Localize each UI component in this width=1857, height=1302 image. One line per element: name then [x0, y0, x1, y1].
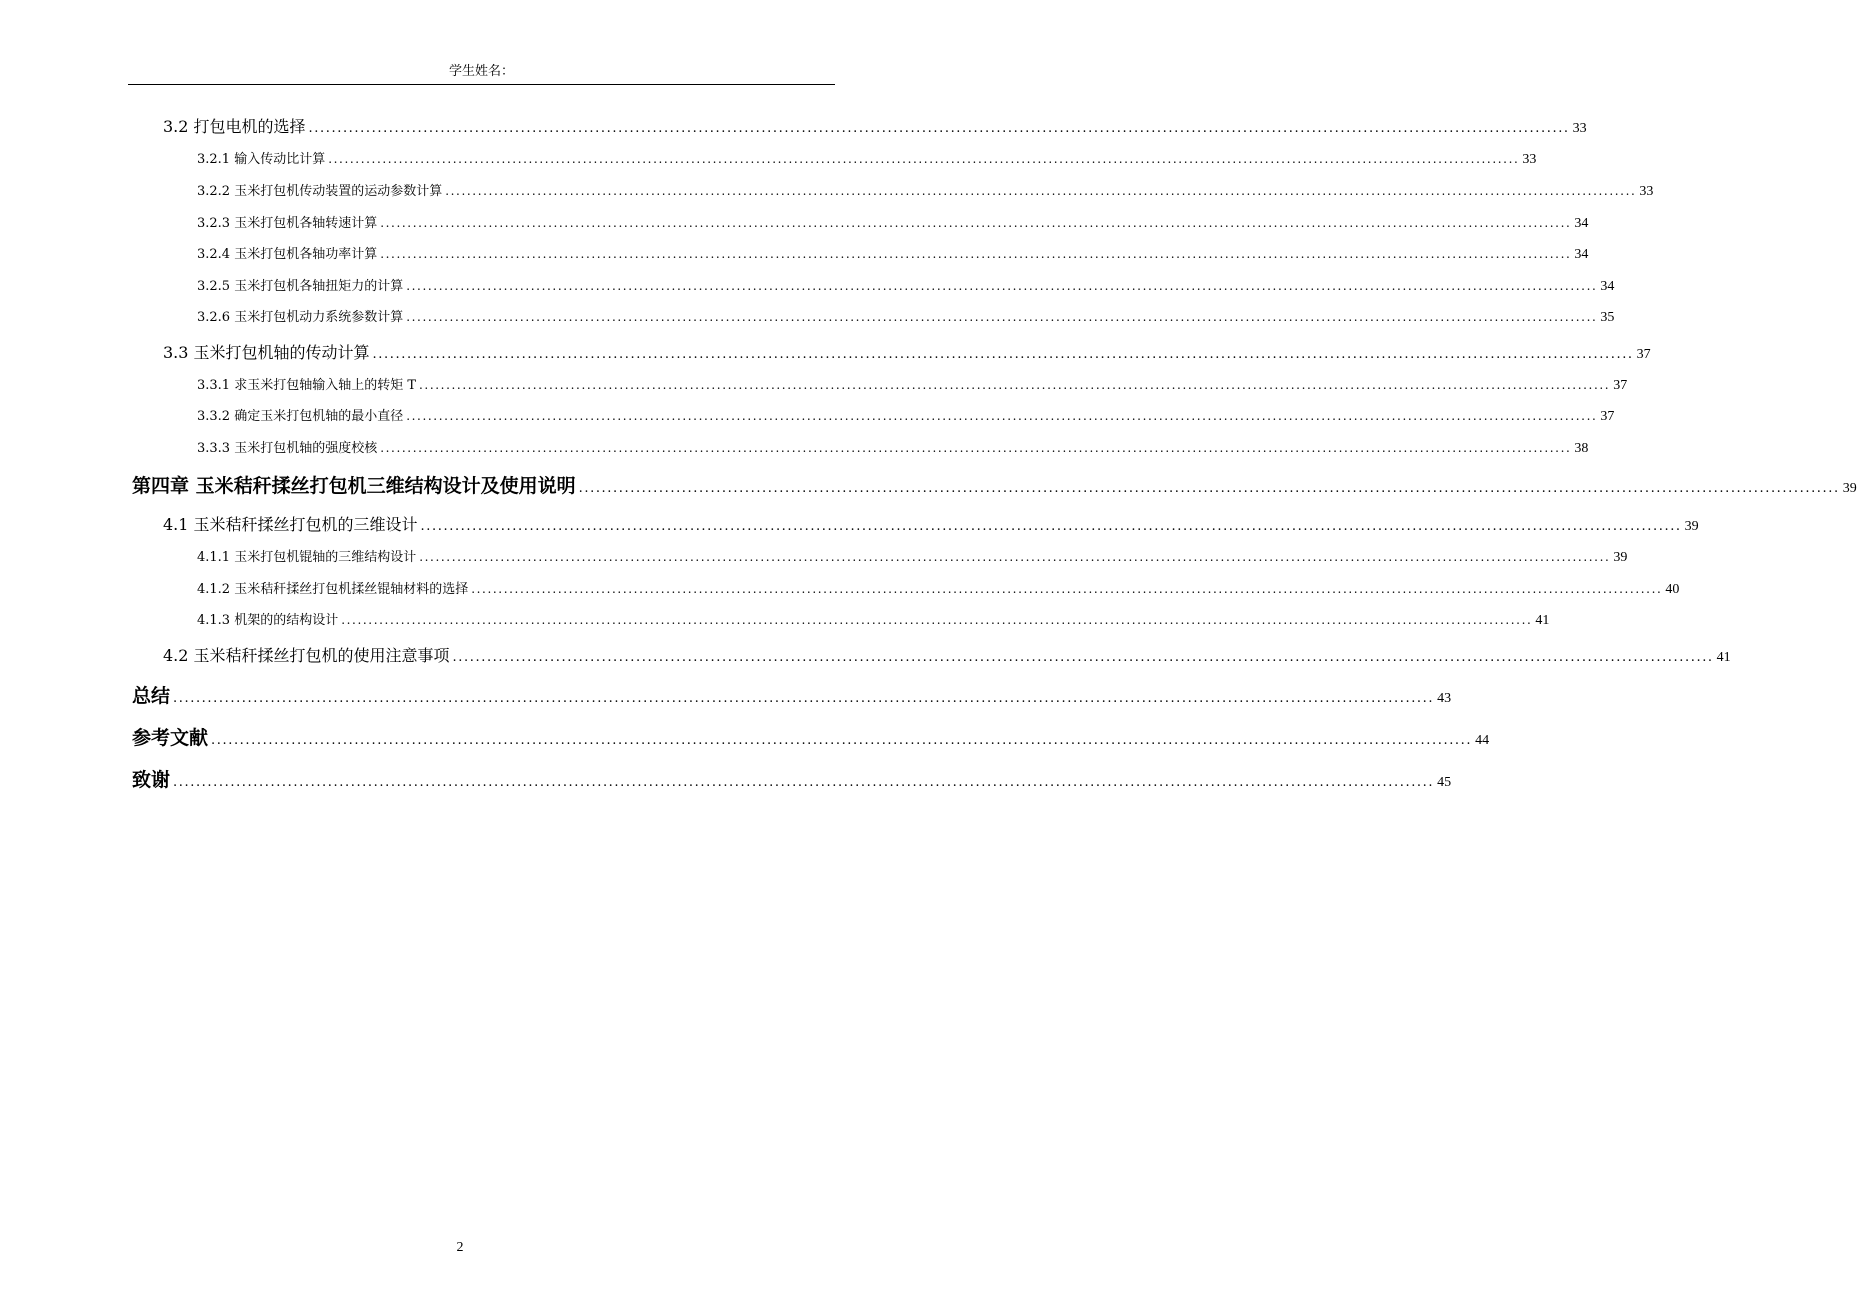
toc-entry[interactable]	[197, 374, 1628, 394]
toc-leader-dots: ............................................................................................................................................................................................................................	[419, 550, 1611, 564]
toc-entry-page: 34	[1574, 216, 1589, 231]
toc-entry-page: 41	[1535, 613, 1550, 628]
toc-entry-page: 34	[1574, 247, 1589, 262]
toc-entry[interactable]	[197, 212, 1589, 232]
toc-entry-title: 第四章 玉米秸秆揉丝打包机三维结构设计及使用说明	[132, 475, 576, 497]
toc-leader-dots: ............................................................................................................................................................................................................................	[380, 247, 1572, 261]
toc-entry[interactable]	[197, 578, 1680, 598]
toc-entry[interactable]	[197, 306, 1615, 326]
toc-entry[interactable]	[197, 243, 1589, 263]
toc-entry-title: 4.1 玉米秸秆揉丝打包机的三维设计	[163, 515, 418, 534]
toc-leader-dots: ............................................................................................................................................................................................................................	[419, 378, 1611, 392]
toc-leader-dots: ............................................................................................................................................................................................................................	[406, 310, 1598, 324]
toc-entry-page: 39	[1613, 550, 1628, 565]
toc-entry[interactable]	[163, 340, 1651, 363]
toc-entry-page: 33	[1572, 121, 1587, 136]
toc-leader-dots: ............................................................................................................................................................................................................................	[420, 519, 1682, 534]
toc-entry-page: 43	[1437, 691, 1452, 706]
toc-entry-title: 3.2.6 玉米打包机动力系统参数计算	[197, 310, 404, 325]
toc-entry-title: 4.2 玉米秸秆揉丝打包机的使用注意事项	[163, 646, 450, 665]
toc-entry-title: 3.2.3 玉米打包机各轴转速计算	[197, 216, 378, 231]
toc-leader-dots: ............................................................................................................................................................................................................................	[578, 481, 1840, 496]
toc-entry-page: 33	[1522, 152, 1537, 167]
toc-entry[interactable]	[132, 765, 1452, 792]
toc-leader-dots: ............................................................................................................................................................................................................................	[406, 409, 1598, 423]
toc-entry-title: 3.2.2 玉米打包机传动装置的运动参数计算	[197, 184, 443, 199]
toc-entry[interactable]	[132, 681, 1452, 708]
header-student-name-label: 学生姓名：	[448, 64, 514, 79]
toc-entry-page: 41	[1716, 650, 1731, 665]
toc-entry-title: 3.3 玉米打包机轴的传动计算	[163, 343, 370, 362]
toc-entry-title: 致谢	[132, 769, 171, 791]
toc-entry-title: 3.2.4 玉米打包机各轴功率计算	[197, 247, 378, 262]
toc-entry-page: 37	[1600, 409, 1615, 424]
page-number: 2	[456, 1240, 464, 1255]
toc-entry-title: 参考文献	[132, 727, 209, 749]
toc-leader-dots: ............................................................................................................................................................................................................................	[380, 216, 1572, 230]
toc-entry-title: 3.3.3 玉米打包机轴的强度校核	[197, 441, 378, 456]
toc-entry-page: 45	[1437, 775, 1452, 790]
toc-entry[interactable]	[197, 546, 1628, 566]
toc-entry-title: 4.1.2 玉米秸秆揉丝打包机揉丝锟轴材料的选择	[197, 582, 469, 597]
toc-entry-title: 4.1.3 机架的的结构设计	[197, 613, 339, 628]
toc-entry-page: 39	[1842, 481, 1857, 496]
toc-entry-page: 44	[1475, 733, 1490, 748]
toc-entry-page: 33	[1639, 184, 1654, 199]
toc-leader-dots: ............................................................................................................................................................................................................................	[445, 184, 1637, 198]
toc-entry-title: 3.3.2 确定玉米打包机轴的最小直径	[197, 409, 404, 424]
toc-entry-title: 3.2 打包电机的选择	[163, 117, 306, 136]
toc-entry[interactable]	[132, 471, 1857, 498]
toc-entry[interactable]	[197, 275, 1615, 295]
toc-entry-title: 3.2.1 输入传动比计算	[197, 152, 326, 167]
toc-leader-dots: ............................................................................................................................................................................................................................	[471, 582, 1663, 596]
toc-entry[interactable]	[163, 114, 1587, 137]
toc-entry[interactable]	[197, 180, 1654, 200]
toc-entry-page: 40	[1665, 582, 1680, 597]
toc-leader-dots: ............................................................................................................................................................................................................................	[211, 733, 1473, 748]
toc-leader-dots: ............................................................................................................................................................................................................................	[372, 347, 1634, 362]
toc-entry[interactable]	[163, 643, 1731, 666]
toc-entry[interactable]	[132, 723, 1490, 750]
toc-entry-title: 3.2.5 玉米打包机各轴扭矩力的计算	[197, 279, 404, 294]
toc-entry-page: 39	[1684, 519, 1699, 534]
toc-entry-page: 34	[1600, 279, 1615, 294]
toc-leader-dots: ............................................................................................................................................................................................................................	[173, 691, 1435, 706]
toc-entry-title: 总结	[132, 685, 171, 707]
toc-leader-dots: ............................................................................................................................................................................................................................	[308, 121, 1570, 136]
toc-entry[interactable]	[197, 609, 1550, 629]
toc-entry-title: 4.1.1 玉米打包机锟轴的三维结构设计	[197, 550, 417, 565]
toc-leader-dots: ............................................................................................................................................................................................................................	[452, 650, 1714, 665]
toc-entry[interactable]	[197, 148, 1537, 168]
toc-entry[interactable]	[197, 405, 1615, 425]
toc-entry[interactable]	[197, 437, 1589, 457]
toc-entry-page: 37	[1613, 378, 1628, 393]
toc-entry[interactable]	[163, 512, 1699, 535]
toc-entry-page: 35	[1600, 310, 1615, 325]
toc-leader-dots: ............................................................................................................................................................................................................................	[406, 279, 1598, 293]
toc-entry-title: 3.3.1 求玉米打包轴输入轴上的转矩 T	[197, 378, 417, 393]
toc-leader-dots: ............................................................................................................................................................................................................................	[380, 441, 1572, 455]
toc-leader-dots: ............................................................................................................................................................................................................................	[341, 613, 1533, 627]
toc-entry-page: 38	[1574, 441, 1589, 456]
toc-leader-dots: ............................................................................................................................................................................................................................	[328, 152, 1520, 166]
toc-entry-page: 37	[1636, 347, 1651, 362]
page-header	[128, 62, 835, 85]
toc-leader-dots: ............................................................................................................................................................................................................................	[173, 775, 1435, 790]
